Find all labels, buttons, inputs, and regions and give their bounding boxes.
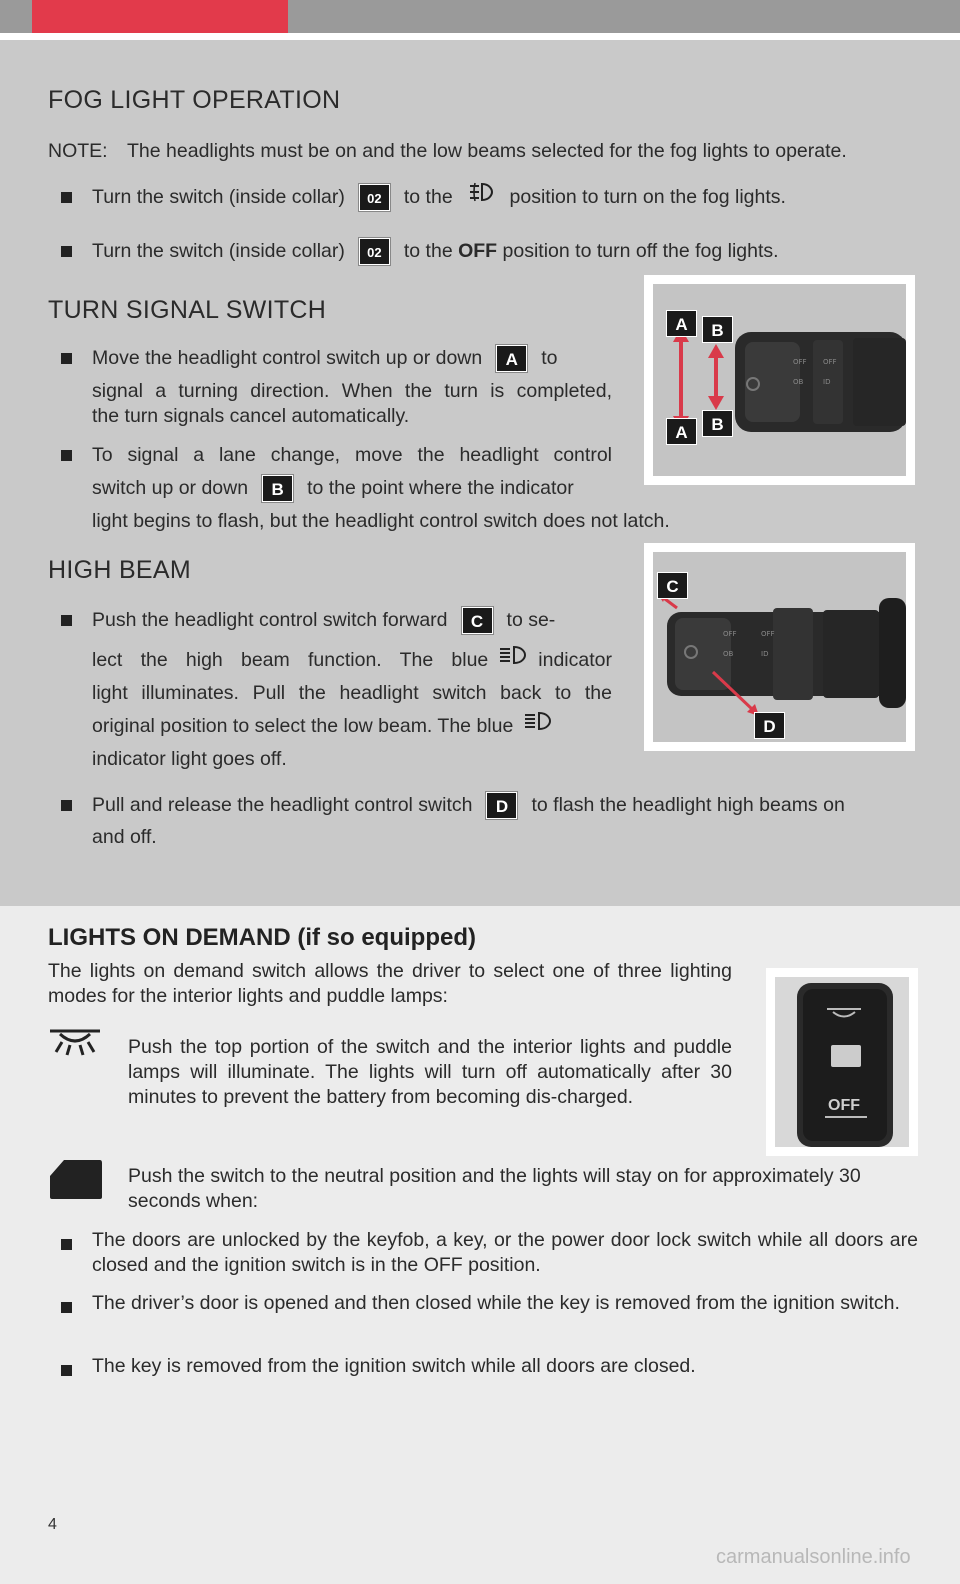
headlight-section <box>0 40 960 906</box>
photo-label-a-top: A <box>666 310 697 337</box>
lights-on-demand-section <box>0 906 960 1584</box>
turn-b1-l2: signal a turning direction. When the turn is completed, <box>92 380 612 402</box>
fog-b2-mid: to the <box>403 240 453 262</box>
svg-text:ID: ID <box>823 378 831 386</box>
watermark: carmanualsonline.info <box>716 1546 911 1568</box>
turn-bullet-1-rest <box>92 379 612 429</box>
turn-b1-l1-post: to <box>541 347 558 369</box>
svg-text:OB: OB <box>723 650 734 658</box>
fog-b1-mid: to the <box>403 186 453 208</box>
high-b1-l4: original position to select the low beam. The blue <box>92 715 514 737</box>
photo-label-b-bottom: B <box>702 410 733 437</box>
turn-signal-photo <box>644 275 915 485</box>
svg-text:OFF: OFF <box>761 630 775 638</box>
high-b1-l5: indicator light goes off. <box>92 748 287 770</box>
high-b2-l2: and off. <box>92 826 157 848</box>
lod-bullet-1: The doors are unlocked by the keyfob, a key, or the power door lock switch while all doors are closed and the ignition switch is in the OFF position. <box>92 1229 918 1276</box>
tag-b: B <box>262 475 293 502</box>
turn-bullet-2-line-2 <box>92 472 612 505</box>
lod-bullet-3: The key is removed from the ignition switch while all doors are closed. <box>92 1355 696 1377</box>
lod-mode-2: Push the switch to the neutral position and the lights will stay on for approximately 30 seconds when: <box>128 1165 861 1212</box>
high-bullet-1-line-2 <box>92 644 612 677</box>
lod-switch-photo <box>766 968 918 1156</box>
bullet-icon <box>61 615 72 626</box>
note-label: NOTE: <box>48 140 108 162</box>
high-b1-l2: lect the high beam function. The blue <box>92 649 489 671</box>
turn-b1-l1: Move the headlight control switch up or down <box>92 347 483 369</box>
bullet-icon <box>61 1365 72 1376</box>
tag-a: A <box>496 345 527 372</box>
fog-heading: FOG LIGHT OPERATION <box>48 86 341 114</box>
page-number: 4 <box>48 1516 57 1533</box>
fog-b2-post: position to turn off the fog lights. <box>502 240 779 262</box>
high-b1-l3: light illuminates. Pull the headlight switch back to the <box>92 682 612 704</box>
turn-b2-l2-post: to the point where the indicator <box>307 477 574 499</box>
collar-tag-02: 02 <box>359 238 390 265</box>
fog-note <box>48 135 847 168</box>
bullet-icon <box>61 450 72 461</box>
photo-label-b-top: B <box>702 316 733 343</box>
tag-c: C <box>462 607 493 634</box>
lod-intro: The lights on demand switch allows the driver to select one of three lighting modes for the interior lights and puddle lamps: <box>48 960 732 1007</box>
high-bullet-1-line-4 <box>92 710 612 743</box>
bullet-icon <box>61 1302 72 1313</box>
lod-title: LIGHTS ON DEMAND (if so equipped) <box>48 924 476 951</box>
turn-b2-l1: To signal a lane change, move the headlight control <box>92 444 612 466</box>
high-b2-l1-post: to flash the headlight high beams on <box>531 794 845 816</box>
svg-text:OB: OB <box>793 378 804 386</box>
interior-light-icon <box>48 1028 102 1063</box>
lod-bullet-2: The driver’s door is opened and then closed while the key is removed from the ignition switch. <box>92 1292 900 1314</box>
turn-heading: TURN SIGNAL SWITCH <box>48 296 327 324</box>
bullet-icon <box>61 246 72 257</box>
fog-bullet-on <box>92 181 786 214</box>
collar-tag-02: 02 <box>359 184 390 211</box>
high-b2-l1: Pull and release the headlight control switch <box>92 794 473 816</box>
svg-text:OFF: OFF <box>793 358 807 366</box>
fog-b2-text: Turn the switch (inside collar) <box>92 240 345 262</box>
turn-b1-l3: the turn signals cancel automatically. <box>92 405 410 427</box>
turn-bullet-1-line-1 <box>92 342 612 375</box>
switch-off-label: OFF <box>828 1097 860 1114</box>
photo-label-d: D <box>754 712 785 739</box>
top-color-bar <box>0 0 960 33</box>
high-bullet-2-line-1 <box>92 789 845 822</box>
bullet-icon <box>61 800 72 811</box>
bullet-icon <box>61 1239 72 1250</box>
high-b1-l1-post: to se- <box>506 609 556 631</box>
high-beam-heading: HIGH BEAM <box>48 556 191 584</box>
high-beam-icon <box>498 644 528 677</box>
fog-bullet-off <box>92 235 779 268</box>
turn-b2-l3: light begins to flash, but the headlight control switch does not latch. <box>92 510 670 532</box>
turn-b2-l2: switch up or down <box>92 477 249 499</box>
lod-mode-1: Push the top portion of the switch and the interior lights and puddle lamps will illuminate. The lights will turn off automatically after 30 minutes to prevent the battery from becoming dis-charged. <box>128 1036 732 1108</box>
svg-text:ID: ID <box>761 650 769 658</box>
svg-text:OFF: OFF <box>723 630 737 638</box>
photo-image <box>775 977 909 1147</box>
bullet-icon <box>61 353 72 364</box>
note-text: The headlights must be on and the low beams selected for the fog lights to operate. <box>127 140 847 162</box>
tag-d: D <box>486 792 517 819</box>
photo-label-c: C <box>657 572 688 599</box>
photo-label-a-bottom: A <box>666 418 697 445</box>
bullet-icon <box>61 192 72 203</box>
high-beam-icon <box>523 710 553 743</box>
high-beam-photo <box>644 543 915 751</box>
high-b1-l1: Push the headlight control switch forward <box>92 609 448 631</box>
high-b1-l2-post: indicator <box>538 649 612 671</box>
photo-image <box>653 284 906 476</box>
fog-b1-post: position to turn on the fog lights. <box>509 186 786 208</box>
high-bullet-1-line-1 <box>92 604 612 637</box>
off-label: OFF <box>458 240 498 262</box>
fog-light-icon <box>468 181 494 214</box>
door-icon <box>48 1158 104 1205</box>
svg-text:OFF: OFF <box>823 358 837 366</box>
photo-image <box>653 552 906 742</box>
red-accent-bar <box>32 0 288 33</box>
fog-b1-text: Turn the switch (inside collar) <box>92 186 345 208</box>
top-divider <box>0 33 960 40</box>
